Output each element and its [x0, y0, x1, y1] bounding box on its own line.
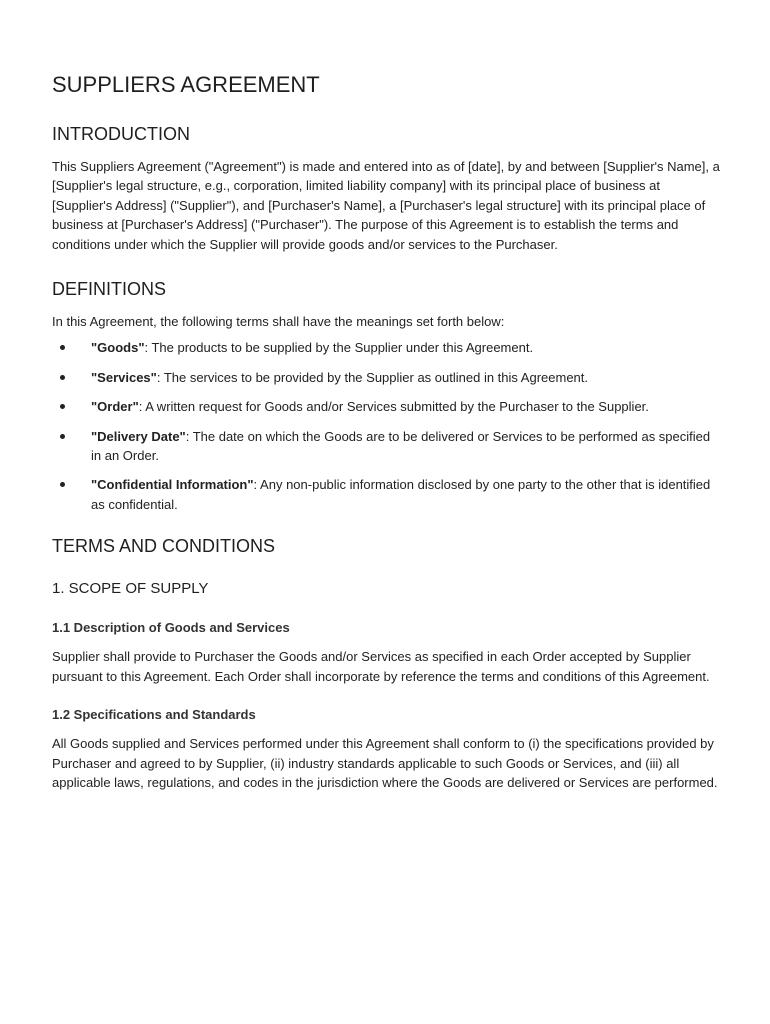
definition-term: "Goods" — [91, 340, 145, 356]
definitions-heading: DEFINITIONS — [52, 279, 167, 300]
definition-item — [52, 427, 722, 466]
definition-term: "Delivery Date" — [91, 428, 186, 444]
definition-term: "Services" — [91, 369, 157, 385]
introduction-section — [52, 122, 722, 254]
scope-heading: 1. SCOPE OF SUPPLY — [52, 580, 209, 598]
subsection-body-1-1: Supplier shall provide to Purchaser the Goods and/or Services as specified in each Order accepted by Supplier pursuant to this Agreement. Each Order shall incorporate by reference the terms and conditions of this Agreement. — [52, 649, 710, 684]
definition-item — [52, 397, 722, 416]
subsection-heading-1-2: 1.2 Specifications and Standards — [52, 707, 256, 723]
introduction-heading: INTRODUCTION — [52, 124, 190, 144]
introduction-body: This Suppliers Agreement ("Agreement") is made and entered into as of [date], by and between [Supplier's Name], a [Supplier's legal structure, e.g., corporation, limited liability company] with its principal place of business at [Supplier's Address] ("Supplier"), and [Purchaser's Name], a [Purchaser's legal structure] with its principal place of business at [Purchaser's Address] ("Purchaser"). The purpose of this Agreement is to establish the terms and conditions under which the Supplier will provide goods and/or services to the Purchaser. — [52, 159, 720, 252]
definition-text: : Any non-public information disclosed by one party to the other that is identified as confidential. — [91, 477, 711, 512]
subsection-body-1-2: All Goods supplied and Services performed under this Agreement shall conform to (i) the specifications provided by Purchaser and agreed to by Supplier, (ii) industry standards applicable to such Goods or Services, and (iii) all applicable laws, regulations, and codes in the jurisdiction where the Goods are delivered or Services are performed. — [52, 736, 718, 790]
definition-item — [52, 475, 722, 514]
definition-term: "Confidential Information" — [91, 477, 254, 493]
bullet-icon — [60, 404, 65, 409]
terms-heading: TERMS AND CONDITIONS — [52, 536, 276, 557]
bullet-icon — [60, 482, 65, 487]
bullet-icon — [60, 375, 65, 380]
terms-section — [52, 534, 722, 792]
definition-text: : The date on which the Goods are to be delivered or Services to be performed as specified in an Order. — [91, 428, 711, 464]
definitions-section — [52, 277, 722, 514]
bullet-icon — [60, 345, 65, 350]
definition-item — [52, 338, 722, 357]
definition-item — [52, 368, 722, 387]
bullet-icon — [60, 434, 65, 439]
definition-text: : The services to be provided by the Supplier as outlined in this Agreement. — [156, 369, 589, 385]
definition-term: "Order" — [91, 399, 139, 415]
subsection-heading-1-1: 1.1 Description of Goods and Services — [52, 620, 290, 636]
definitions-list — [52, 338, 722, 514]
definition-text: : A written request for Goods and/or Services submitted by the Purchaser to the Supplier. — [138, 399, 649, 415]
document-title: SUPPLIERS AGREEMENT — [52, 72, 320, 97]
definition-text: : The products to be supplied by the Supplier under this Agreement. — [144, 340, 534, 356]
definitions-intro: In this Agreement, the following terms shall have the meanings set forth below: — [52, 314, 505, 330]
document-page — [52, 70, 722, 792]
